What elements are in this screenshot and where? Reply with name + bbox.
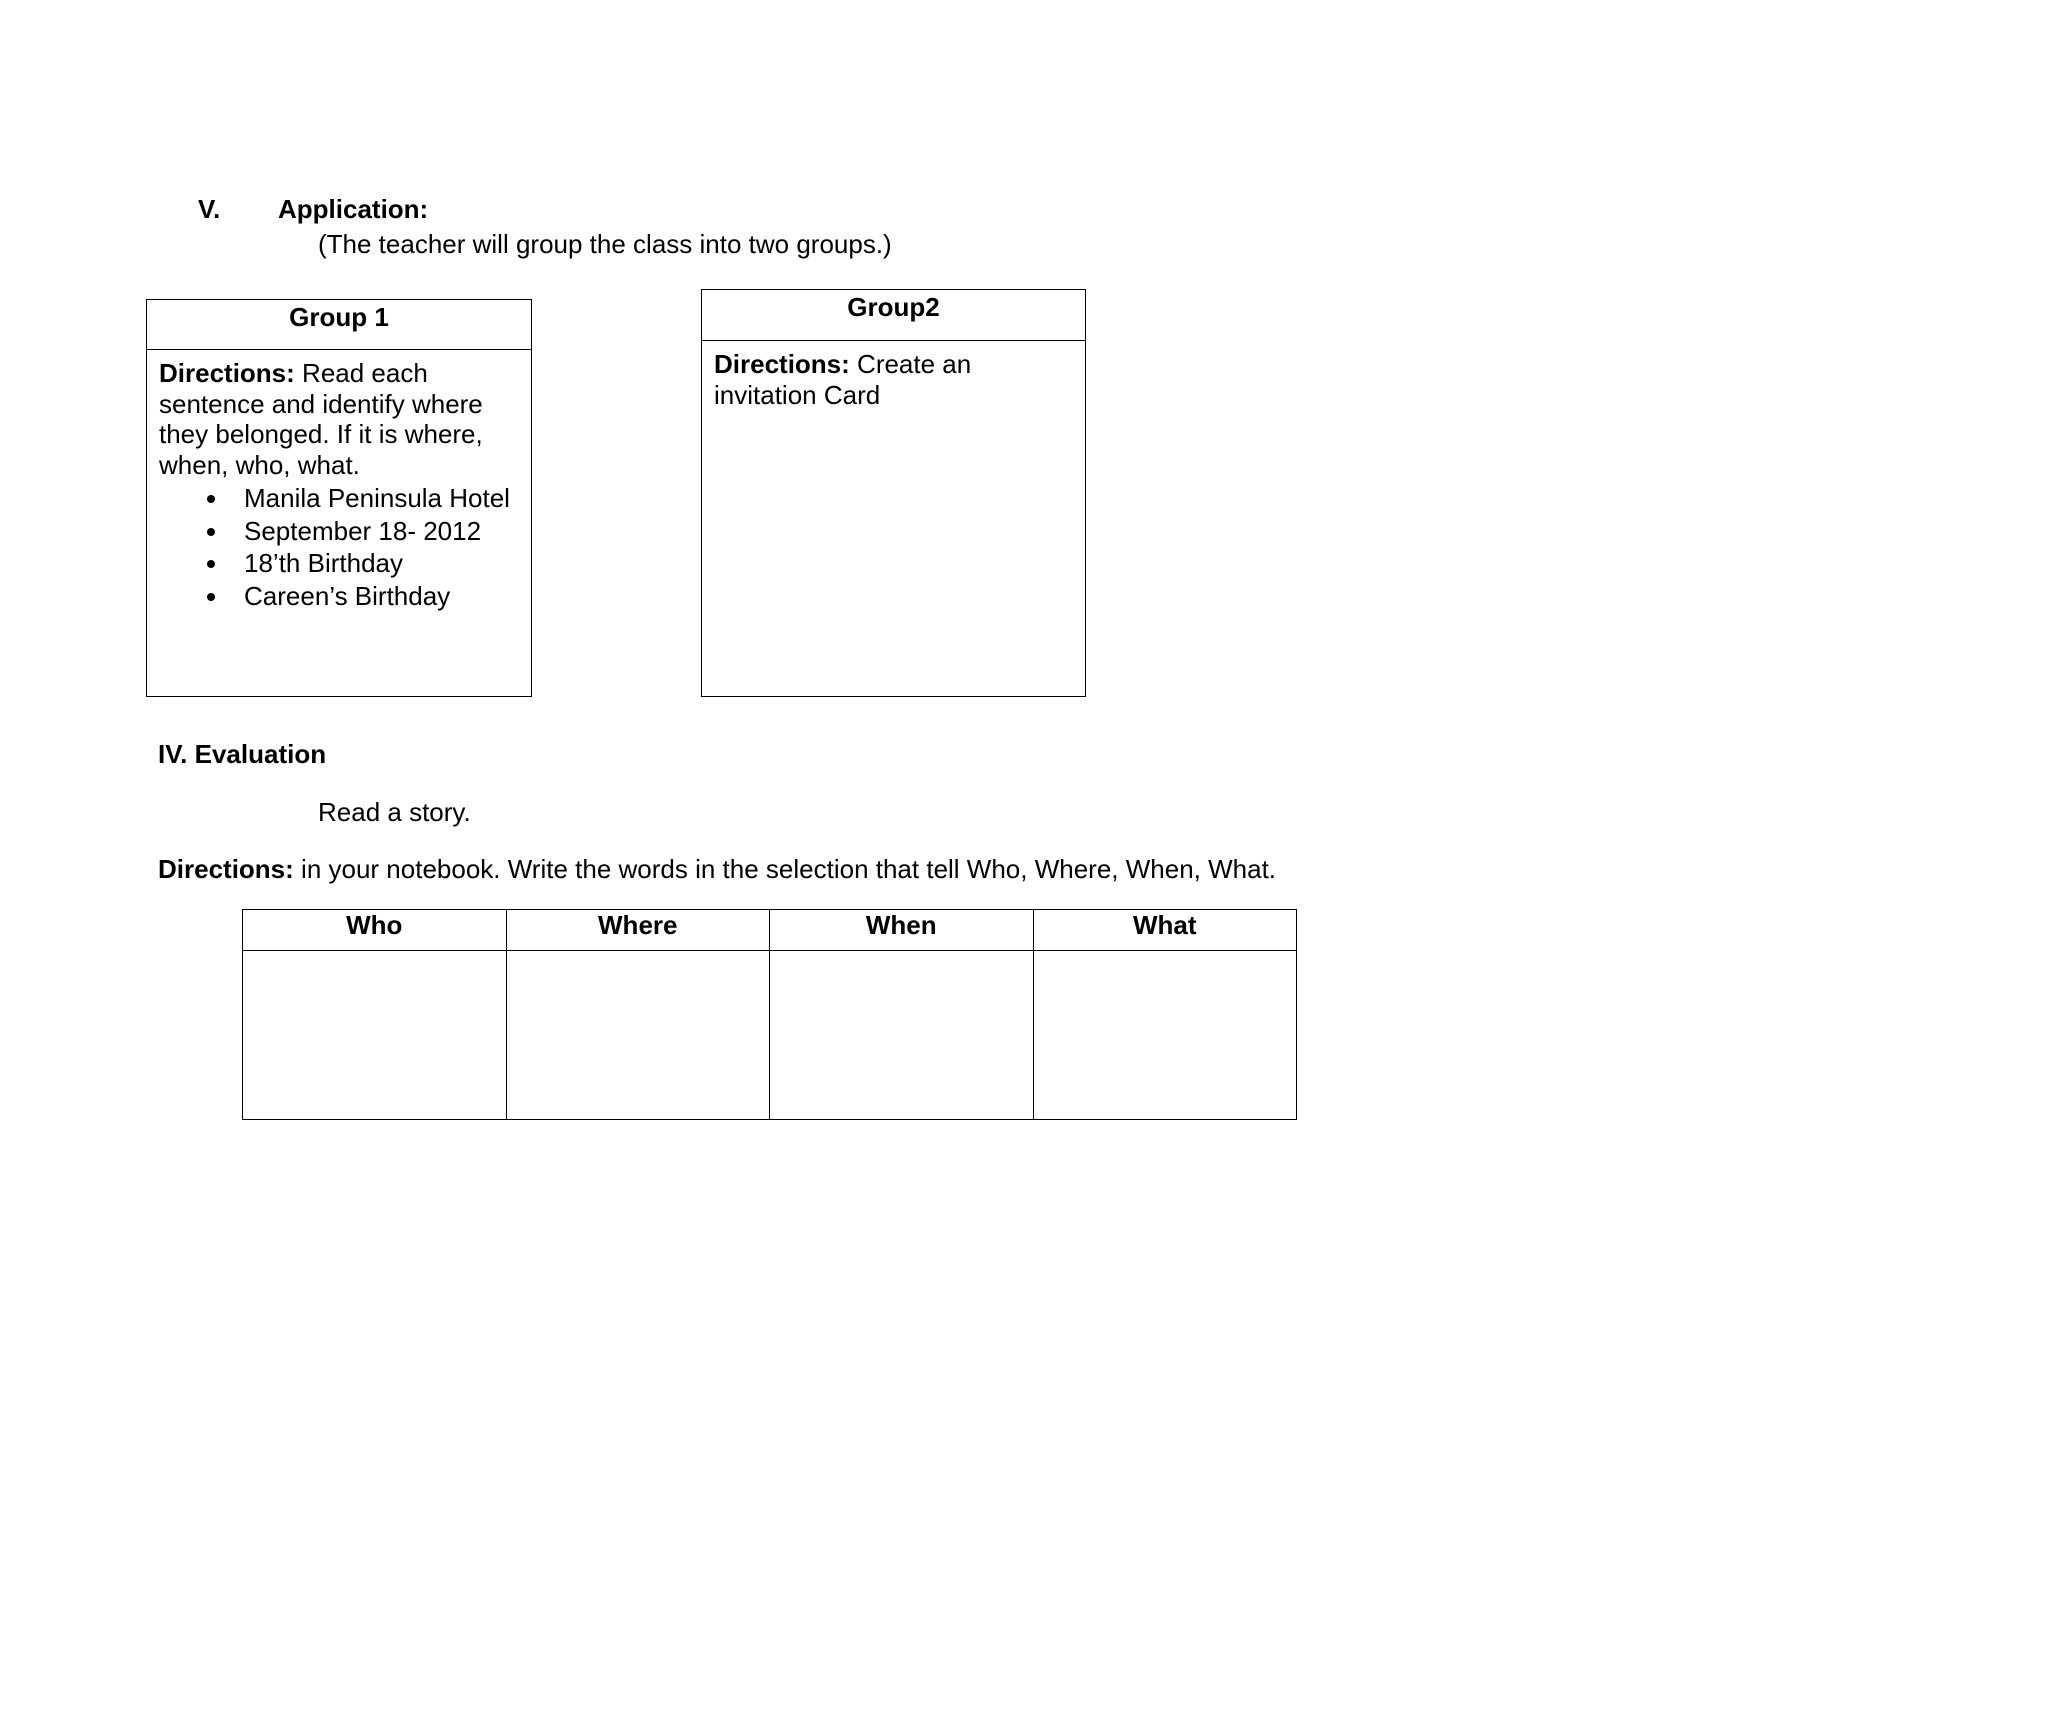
- column-header-what: What: [1033, 910, 1297, 951]
- evaluation-instruction: Read a story.: [318, 797, 471, 827]
- evaluation-directions-text: in your notebook. Write the words in the selection that tell Who, Where, When, What.: [293, 854, 1277, 884]
- group2-title: Group2: [702, 290, 1085, 341]
- answer-cell-who[interactable]: [243, 951, 507, 1120]
- column-header-when: When: [770, 910, 1034, 951]
- group1-box: [146, 299, 532, 697]
- bullet-icon: [207, 560, 215, 568]
- group1-directions-label: Directions:: [159, 358, 295, 388]
- list-item: 18’th Birthday: [159, 547, 519, 580]
- answer-cell-where[interactable]: [506, 951, 770, 1120]
- list-item: Manila Peninsula Hotel: [159, 482, 519, 515]
- group1-item-list: [159, 482, 519, 612]
- table-row: [243, 951, 1297, 1120]
- answer-cell-what[interactable]: [1033, 951, 1297, 1120]
- list-item: Careen’s Birthday: [159, 580, 519, 613]
- table-header-row: [243, 910, 1297, 951]
- column-header-where: Where: [506, 910, 770, 951]
- application-note: (The teacher will group the class into two groups.): [318, 229, 892, 259]
- section-numeral: V.: [198, 194, 221, 224]
- group1-body: [147, 350, 531, 612]
- bullet-icon: [207, 528, 215, 536]
- column-header-who: Who: [243, 910, 507, 951]
- section-title-evaluation: IV. Evaluation: [158, 739, 327, 769]
- group2-directions-label: Directions:: [714, 349, 850, 379]
- bullet-icon: [207, 495, 215, 503]
- bullet-icon: [207, 593, 215, 601]
- group2-body: [702, 341, 1085, 410]
- evaluation-directions: [158, 854, 1276, 884]
- group2-directions-text: Create an invitation Card: [714, 349, 972, 410]
- group2-box: [701, 289, 1086, 697]
- group1-title: Group 1: [147, 300, 531, 350]
- answer-cell-when[interactable]: [770, 951, 1034, 1120]
- evaluation-directions-label: Directions:: [158, 854, 294, 884]
- group1-directions-text: Read each sentence and identify where they belonged. If it is where, when, who, what.: [159, 358, 483, 480]
- evaluation-table: [242, 909, 1297, 1120]
- section-title-application: Application:: [278, 194, 429, 224]
- list-item: September 18- 2012: [159, 515, 519, 548]
